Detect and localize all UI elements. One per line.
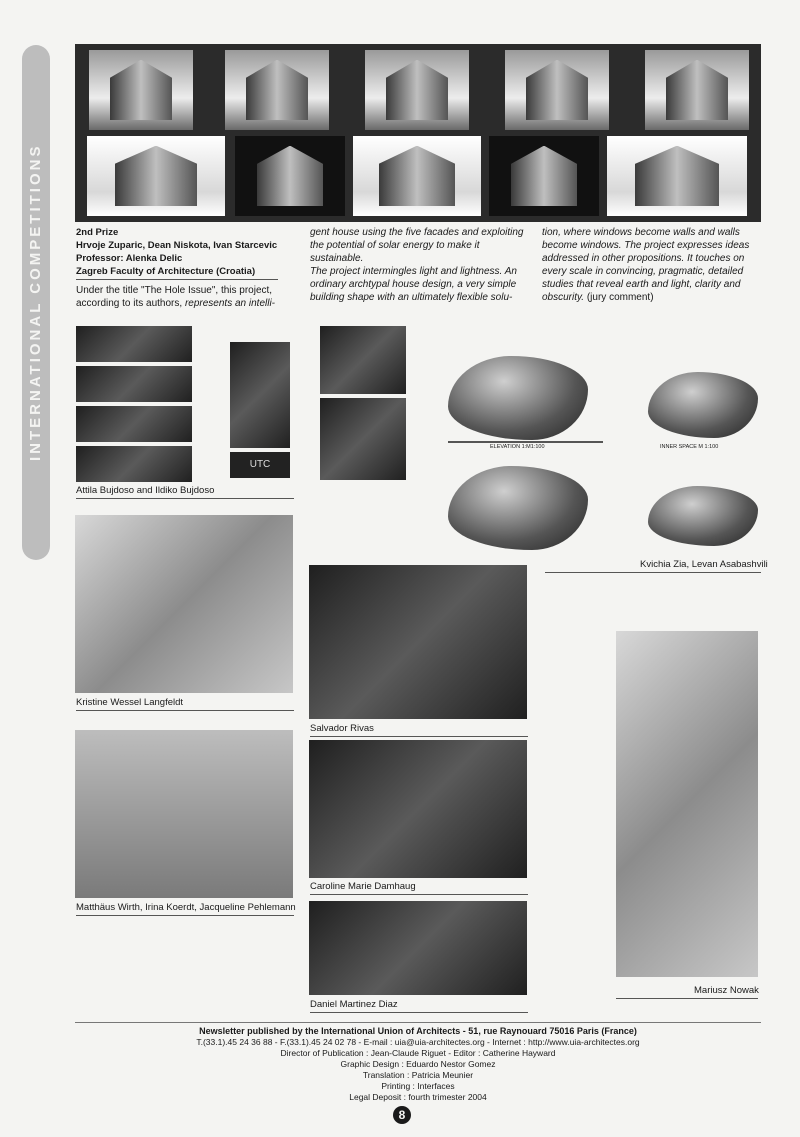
footer-line-6: Printing : Interfaces (381, 1081, 455, 1091)
col2-italic: gent house using the five facades and exploiting the potential of solar energy to make it sustainable. (310, 227, 524, 264)
divider (310, 736, 528, 737)
credit-diaz: Daniel Martinez Diaz (310, 999, 398, 1010)
render-thumb (353, 136, 481, 216)
section-drawing (76, 406, 192, 442)
render-thumb (607, 136, 747, 216)
render-thumb (645, 50, 749, 130)
credit-damhaug: Caroline Marie Damhaug (310, 881, 416, 892)
col3-italic: tion, where windows become walls and walls become windows. The project expresses ideas addressed in other propositions. It touches on every scale in convincing, pragmatic, detailed studies that reveal earth and light, clarity and obscurity. (542, 227, 750, 303)
section-drawing (76, 366, 192, 402)
blob-inner-space-2 (648, 486, 758, 546)
col3-tail: (jury comment) (586, 292, 654, 303)
plan-drawing (320, 398, 406, 480)
footer-divider (75, 1022, 761, 1023)
ground-line (448, 441, 603, 443)
prize-school: Zagreb Faculty of Architecture (Croatia) (76, 266, 256, 277)
credit-nowak: Mariusz Nowak (694, 985, 759, 996)
photo-nowak (616, 631, 758, 977)
footer-line-5: Translation : Patricia Meunier (362, 1070, 474, 1080)
divider (616, 998, 758, 999)
plan-drawing (320, 326, 406, 394)
credit-rivas: Salvador Rivas (310, 723, 374, 734)
blob-elevation-2 (448, 466, 588, 550)
prize-professor: Professor: Alenka Delic (76, 253, 183, 264)
divider (76, 279, 278, 280)
credit-kvichia: Kvichia Zia, Levan Asabashvili (640, 559, 768, 570)
prize-credits (76, 226, 286, 278)
credit-wirth: Matthäus Wirth, Irina Koerdt, Jacqueline Pehlemann (76, 902, 296, 913)
elevation-label: ELEVATION 1:M1:100 (490, 444, 545, 450)
col1-italic: represents an intelli- (184, 298, 275, 309)
footer-line-7: Legal Deposit : fourth trimester 2004 (349, 1092, 487, 1102)
prize-text-col3 (542, 226, 760, 304)
inner-space-label: INNER SPACE M 1:100 (660, 444, 719, 450)
facade-drawing (230, 342, 290, 448)
divider (76, 915, 294, 916)
section-sidebar (22, 45, 50, 560)
blob-inner-space (648, 372, 758, 438)
blob-elevation (448, 356, 588, 440)
render-thumb (235, 136, 345, 216)
render-thumb (89, 50, 193, 130)
photo-damhaug (309, 740, 527, 878)
photo-wirth (75, 730, 293, 898)
render-thumb (489, 136, 599, 216)
section-drawing (76, 446, 192, 482)
divider (310, 1012, 528, 1013)
page-number: 8 (393, 1106, 411, 1124)
photo-diaz (309, 901, 527, 995)
col1-plain: Under the title "The Hole Issue", this project, according to its authors, (76, 285, 273, 309)
col2-more: The project intermingles light and lightness. An ordinary archtypal house design, a very simple building shape with an ultimately flexible solu- (310, 266, 517, 303)
footer-line-2: T.(33.1).45 24 36 88 - F.(33.1).45 24 02 78 - E-mail : uia@uia-architectes.org - Internet : http://www.uia-architectes.org (196, 1037, 640, 1047)
prize-text-col2 (310, 226, 532, 304)
house-render-strip (75, 44, 761, 222)
divider (76, 710, 294, 711)
render-thumb (225, 50, 329, 130)
render-thumb (365, 50, 469, 130)
footer-line-4: Graphic Design : Eduardo Nestor Gomez (340, 1059, 496, 1069)
section-drawing (76, 326, 192, 362)
credit-langfeldt: Kristine Wessel Langfeldt (76, 697, 184, 708)
prize-text-col1 (76, 284, 286, 310)
render-thumb (505, 50, 609, 130)
utc-sign: UTC (230, 452, 290, 478)
divider (545, 572, 761, 573)
masthead (75, 1026, 761, 1103)
footer-line-3: Director of Publication : Jean-Claude Riguet - Editor : Catherine Hayward (280, 1048, 556, 1058)
prize-authors: Hrvoje Zuparic, Dean Niskota, Ivan Starcevic (76, 240, 278, 251)
render-thumb (87, 136, 225, 216)
footer-line-1: Newsletter published by the International Union of Architects - 51, rue Raynouard 75016 Paris (France) (199, 1026, 637, 1036)
credit-bujdoso: Attila Bujdoso and Ildiko Bujdoso (76, 485, 215, 496)
section-title: INTERNATIONAL COMPETITIONS (27, 143, 44, 462)
photo-rivas (309, 565, 527, 719)
divider (76, 498, 294, 499)
divider (310, 894, 528, 895)
prize-heading: 2nd Prize (76, 227, 119, 238)
photo-langfeldt (75, 515, 293, 693)
